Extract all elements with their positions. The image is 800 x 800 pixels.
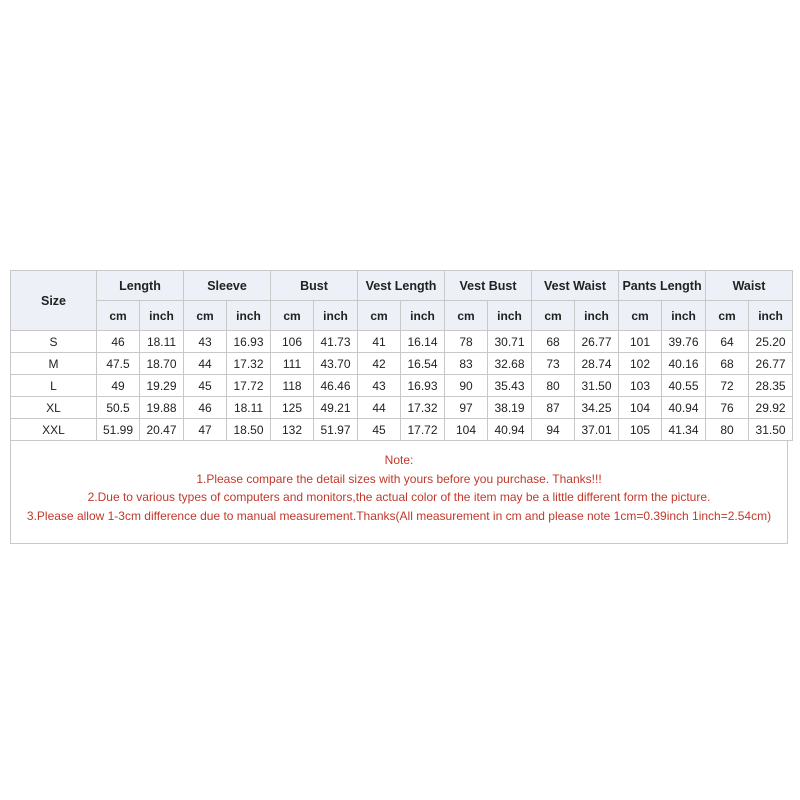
table-cell: 103 [619, 375, 662, 397]
table-cell: 44 [184, 353, 227, 375]
note-line-3: 3.Please allow 1-3cm difference due to manual measurement.Thanks(All measurement in cm and please note 1cm=0.39inch 1inch=2.54cm) [26, 508, 772, 523]
table-row [11, 419, 793, 441]
table-cell: 45 [358, 419, 401, 441]
table-cell: 17.32 [227, 353, 271, 375]
table-cell: 132 [271, 419, 314, 441]
table-row [11, 353, 793, 375]
table-cell: 35.43 [488, 375, 532, 397]
table-row [11, 397, 793, 419]
group-header: Pants Length [619, 271, 706, 301]
unit-header-cm: cm [358, 301, 401, 331]
group-header: Vest Waist [532, 271, 619, 301]
table-cell: 34.25 [575, 397, 619, 419]
table-cell: 16.14 [401, 331, 445, 353]
table-cell: 39.76 [662, 331, 706, 353]
group-header: Vest Bust [445, 271, 532, 301]
table-cell: 64 [706, 331, 749, 353]
size-label: L [11, 375, 97, 397]
unit-header-row [11, 301, 793, 331]
table-cell: 76 [706, 397, 749, 419]
table-cell: 18.11 [227, 397, 271, 419]
table-cell: 37.01 [575, 419, 619, 441]
size-chart-table [10, 270, 793, 441]
table-cell: 46.46 [314, 375, 358, 397]
table-cell: 97 [445, 397, 488, 419]
table-cell: 40.55 [662, 375, 706, 397]
size-label: M [11, 353, 97, 375]
unit-header-inch: inch [140, 301, 184, 331]
table-cell: 25.20 [749, 331, 793, 353]
table-cell: 41 [358, 331, 401, 353]
table-cell: 26.77 [575, 331, 619, 353]
table-cell: 87 [532, 397, 575, 419]
table-cell: 73 [532, 353, 575, 375]
unit-header-inch: inch [227, 301, 271, 331]
table-cell: 19.29 [140, 375, 184, 397]
table-cell: 20.47 [140, 419, 184, 441]
size-column-header: Size [11, 271, 97, 331]
group-header-row [11, 271, 793, 301]
group-header: Length [97, 271, 184, 301]
unit-header-cm: cm [532, 301, 575, 331]
table-cell: 41.73 [314, 331, 358, 353]
table-cell: 72 [706, 375, 749, 397]
table-cell: 17.32 [401, 397, 445, 419]
note-line-1: 1.Please compare the detail sizes with yours before you purchase. Thanks!!! [196, 471, 602, 486]
group-header: Sleeve [184, 271, 271, 301]
group-header: Vest Length [358, 271, 445, 301]
table-cell: 29.92 [749, 397, 793, 419]
table-cell: 51.97 [314, 419, 358, 441]
unit-header-inch: inch [488, 301, 532, 331]
unit-header-cm: cm [445, 301, 488, 331]
table-cell: 49 [97, 375, 140, 397]
table-cell: 51.99 [97, 419, 140, 441]
table-cell: 40.94 [662, 397, 706, 419]
table-cell: 43 [184, 331, 227, 353]
table-cell: 31.50 [575, 375, 619, 397]
table-cell: 32.68 [488, 353, 532, 375]
note-line-2: 2.Due to various types of computers and monitors,the actual color of the item may be a little different form the picture. [87, 490, 711, 504]
table-cell: 17.72 [227, 375, 271, 397]
table-cell: 90 [445, 375, 488, 397]
table-cell: 28.35 [749, 375, 793, 397]
notes-title: Note: [384, 453, 414, 467]
table-cell: 94 [532, 419, 575, 441]
size-chart-container [10, 270, 788, 544]
unit-header-inch: inch [314, 301, 358, 331]
table-cell: 17.72 [401, 419, 445, 441]
table-cell: 16.54 [401, 353, 445, 375]
table-cell: 42 [358, 353, 401, 375]
table-cell: 28.74 [575, 353, 619, 375]
table-cell: 18.50 [227, 419, 271, 441]
unit-header-inch: inch [749, 301, 793, 331]
group-header: Bust [271, 271, 358, 301]
unit-header-inch: inch [575, 301, 619, 331]
unit-header-cm: cm [97, 301, 140, 331]
table-cell: 50.5 [97, 397, 140, 419]
table-cell: 40.94 [488, 419, 532, 441]
table-cell: 41.34 [662, 419, 706, 441]
table-cell: 83 [445, 353, 488, 375]
group-header: Waist [706, 271, 793, 301]
table-cell: 105 [619, 419, 662, 441]
table-cell: 30.71 [488, 331, 532, 353]
table-cell: 45 [184, 375, 227, 397]
unit-header-cm: cm [184, 301, 227, 331]
unit-header-cm: cm [271, 301, 314, 331]
table-cell: 44 [358, 397, 401, 419]
size-label: XL [11, 397, 97, 419]
table-cell: 118 [271, 375, 314, 397]
size-label: XXL [11, 419, 97, 441]
table-cell: 68 [706, 353, 749, 375]
table-cell: 26.77 [749, 353, 793, 375]
table-cell: 18.11 [140, 331, 184, 353]
unit-header-inch: inch [401, 301, 445, 331]
table-cell: 47.5 [97, 353, 140, 375]
table-cell: 102 [619, 353, 662, 375]
table-cell: 43 [358, 375, 401, 397]
table-cell: 104 [619, 397, 662, 419]
unit-header-cm: cm [619, 301, 662, 331]
table-cell: 106 [271, 331, 314, 353]
table-cell: 80 [706, 419, 749, 441]
table-cell: 80 [532, 375, 575, 397]
table-cell: 68 [532, 331, 575, 353]
table-cell: 104 [445, 419, 488, 441]
table-cell: 18.70 [140, 353, 184, 375]
size-rows [11, 331, 793, 441]
table-cell: 101 [619, 331, 662, 353]
unit-header-inch: inch [662, 301, 706, 331]
table-cell: 49.21 [314, 397, 358, 419]
table-cell: 47 [184, 419, 227, 441]
table-cell: 43.70 [314, 353, 358, 375]
table-cell: 16.93 [227, 331, 271, 353]
table-cell: 40.16 [662, 353, 706, 375]
table-cell: 125 [271, 397, 314, 419]
table-cell: 46 [184, 397, 227, 419]
unit-header-cm: cm [706, 301, 749, 331]
table-row [11, 331, 793, 353]
table-cell: 31.50 [749, 419, 793, 441]
table-cell: 38.19 [488, 397, 532, 419]
table-cell: 78 [445, 331, 488, 353]
table-cell: 111 [271, 353, 314, 375]
table-cell: 19.88 [140, 397, 184, 419]
table-cell: 16.93 [401, 375, 445, 397]
size-label: S [11, 331, 97, 353]
table-cell: 46 [97, 331, 140, 353]
notes-section [10, 441, 788, 544]
table-row [11, 375, 793, 397]
